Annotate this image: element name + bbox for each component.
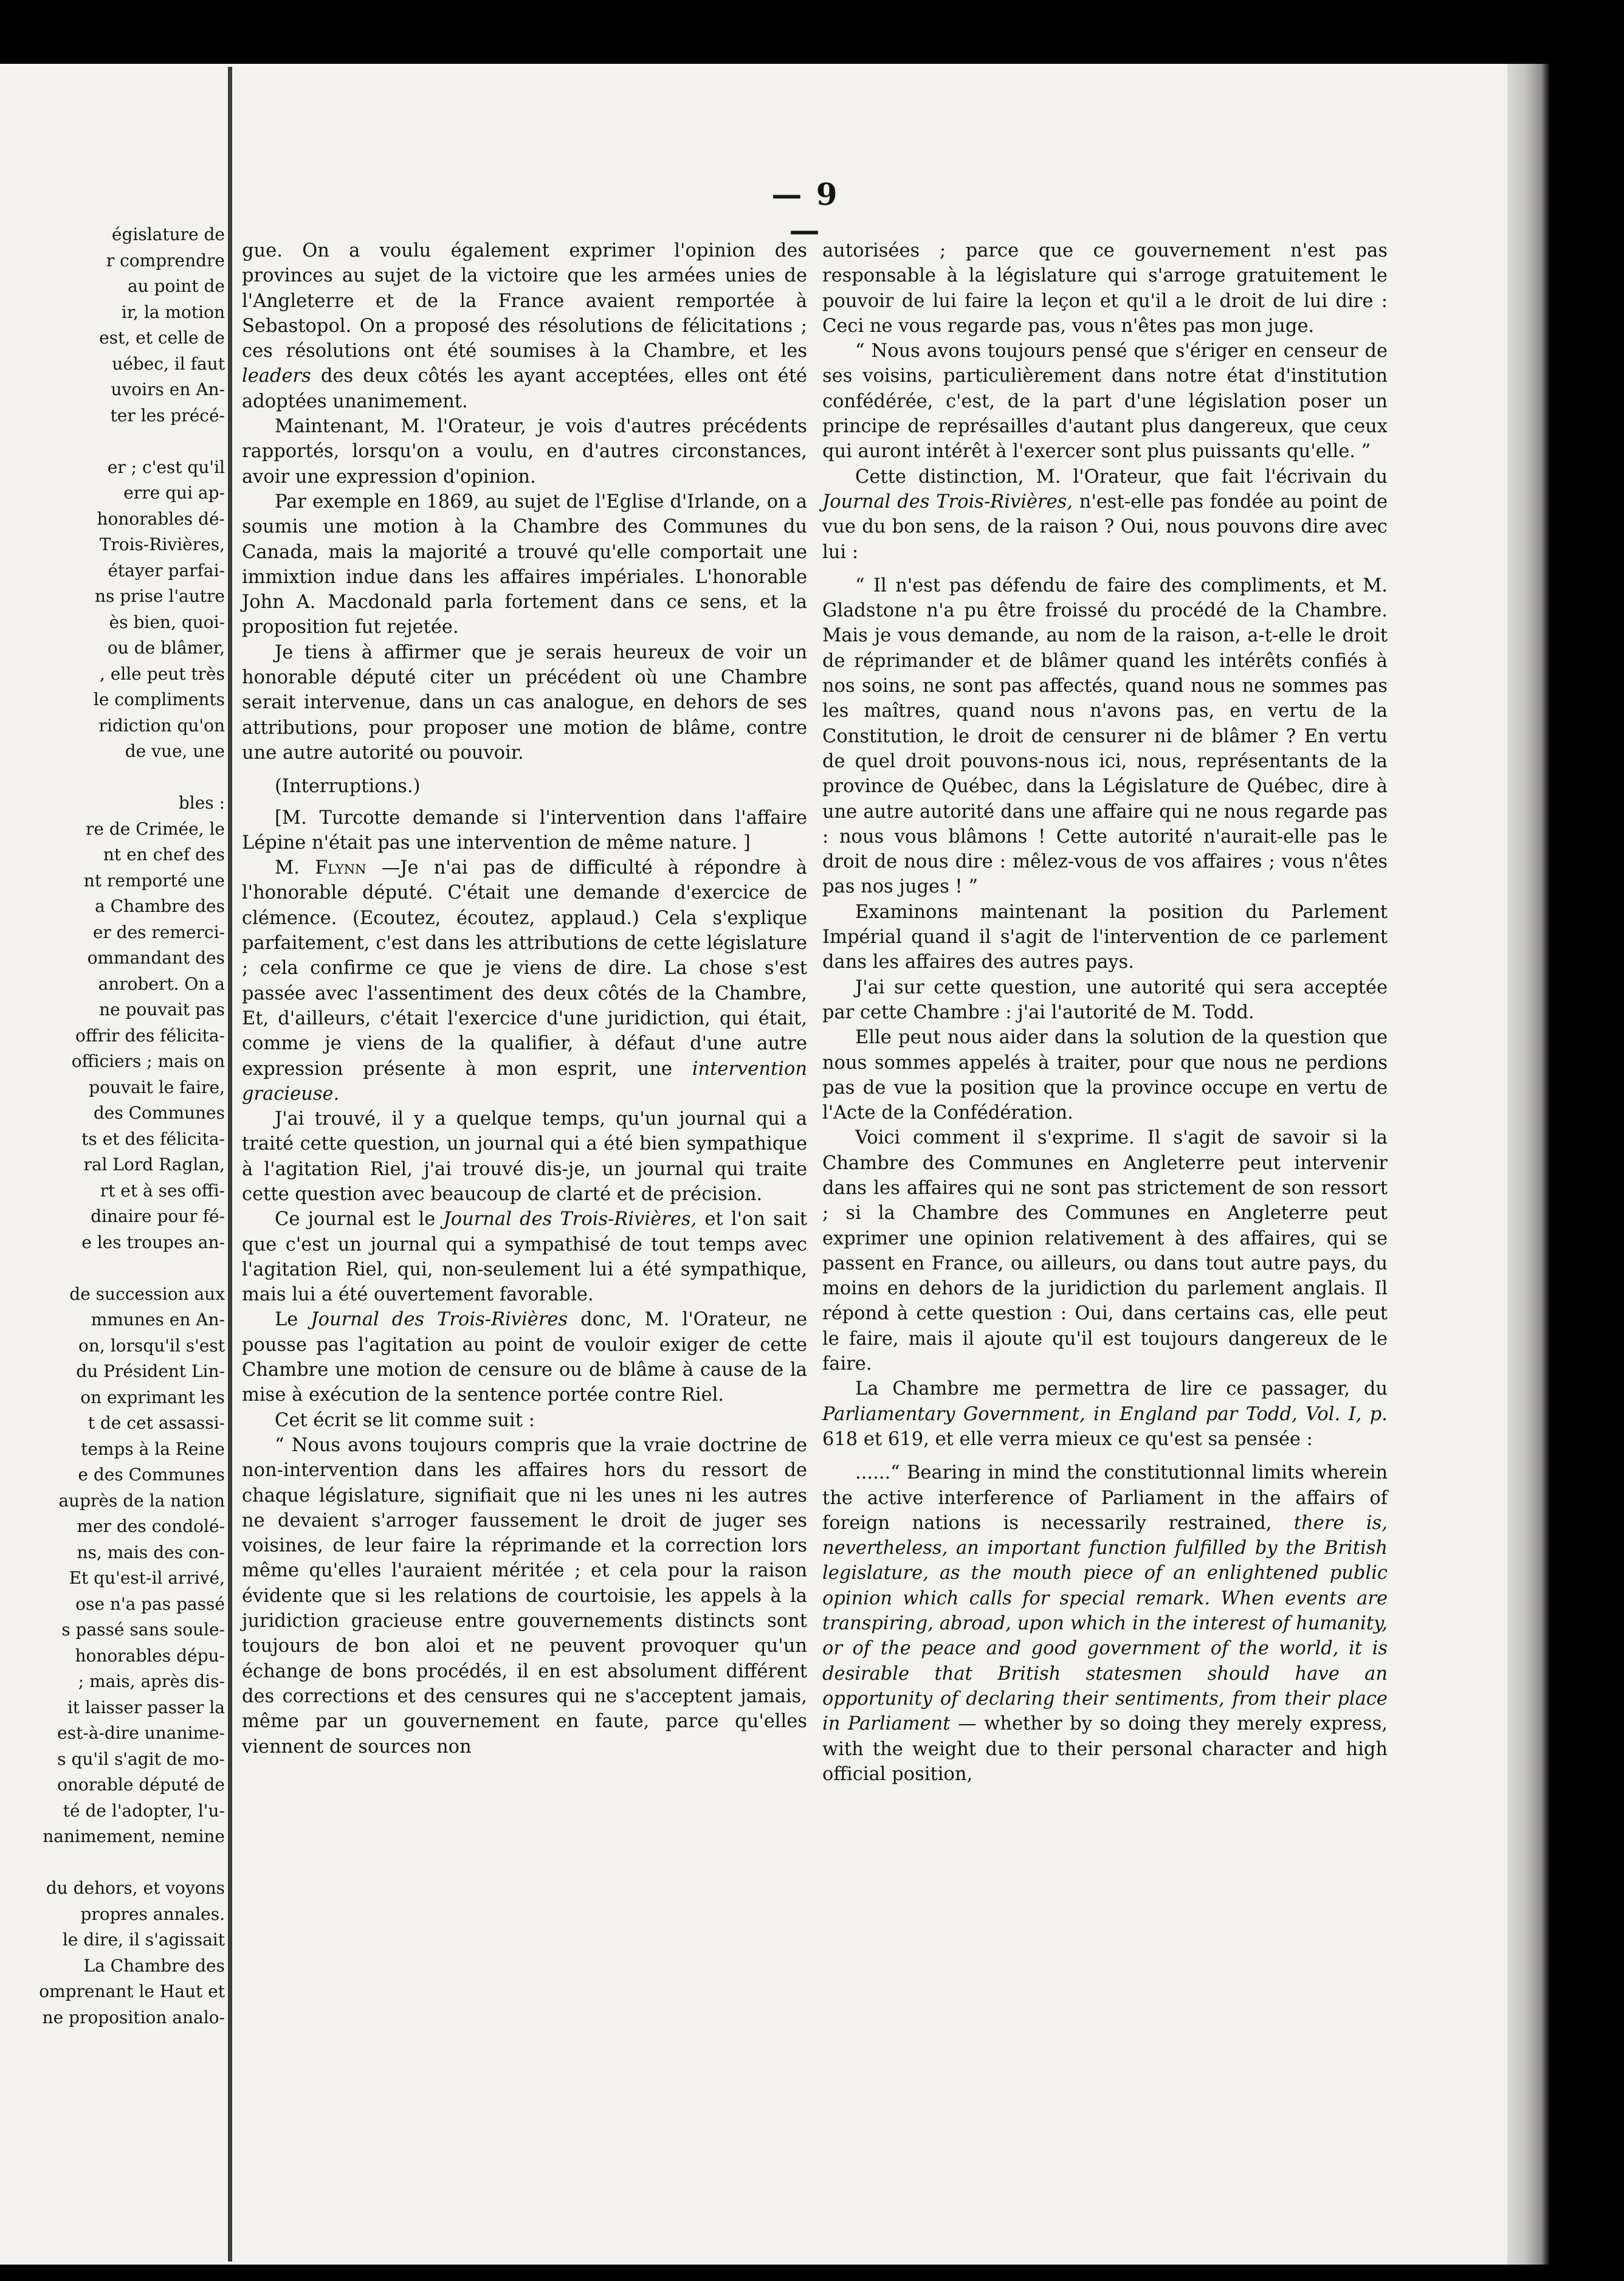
fragment-line: bles : [178, 793, 225, 813]
paragraph: Examinons maintenant la position du Parlement Impérial quand il s'agit de l'intervention de ce parlement dans les affaires des autres pays. [822, 901, 1388, 973]
fragment-line: est-à-dire unanime- [57, 1723, 225, 1743]
fragment-line: le compliments [93, 689, 225, 709]
fragment-gap [0, 1255, 225, 1282]
fragment-line: s passé sans soule- [61, 1620, 225, 1640]
fragment-line: r comprendre [106, 250, 225, 271]
fragment-line: e des Communes [78, 1465, 225, 1485]
page-number: — 9 — [771, 176, 839, 248]
quotation: “ Nous avons toujours compris que la vraie doctrine de non-intervention dans les affaires hors du ressort de chaque législature, signifiait que ni les unes ni les autres ne devaient s'arroger faussement le droit de juger ses voisines, de leur faire la réprimande et la correction lors même qu'elles l'auraient méritée ; et cela pour la raison évidente que si les relations de courtoisie, les appels à la juridiction gracieuse entre gouvernements distincts sont toujours de bon aloi et ne peuvent provoquer qu'un échange de bons procédés, il en est absolument différent des corrections et des censures qui ne s'acceptent jamais, même par un gouvernement en faute, parce qu'elles viennent de sources non [242, 1434, 807, 1758]
fragment-line: auprès de la nation [58, 1490, 225, 1511]
fragment-line: on, lorsqu'il s'est [78, 1335, 225, 1356]
fragment-line: rt et à ses offi- [100, 1180, 225, 1201]
paragraph: autorisées ; parce que ce gouvernement n'est pas responsable à la législature qui s'arroge gratuitement le pouvoir de lui faire la leçon et qu'il a le droit de lui dire : Ceci ne vous regarde pas, vous n'êtes pas mon juge. [822, 240, 1388, 337]
paragraph: M. Flynn —Je n'ai pas de difficulté à répondre à l'honorable député. C'était une demande d'exercice de clémence. (Ecoutez, écoutez, applaud.) Cela s'explique parfaitement, c'est dans les attributions de cette législature ; cela confirme ce que je viens de dire. La chose s'est passée avec l'assentiment des deux côtés de la Chambre, Et, d'ailleurs, c'était l'exercice d'une juridiction, qui était, comme je viens de la qualifier, à défaut d'une autre expression présente à mon esprit, une intervention gracieuse. [242, 857, 807, 1105]
fragment-line: nanimement, nemine [43, 1826, 225, 1846]
fragment-line: des Communes [93, 1103, 225, 1123]
fragment-line: uvoirs en An- [111, 379, 225, 399]
paragraph: Elle peut nous aider dans la solution de la question que nous sommes appelés à traiter, pour que nous ne perdions pas de vue la position que la province occupe en vertu de l'Acte de la Confédération. [822, 1027, 1388, 1124]
fragment-line: honorables dépu- [75, 1645, 225, 1666]
fragment-line: du Président Lin- [76, 1361, 225, 1381]
fragment-line: re de Crimée, le [85, 818, 225, 839]
fragment-line: onorable député de [57, 1775, 225, 1795]
column-gutter-line [228, 67, 232, 2262]
fragment-line: Trois-Rivières, [99, 534, 225, 554]
fragment-line: ; mais, après dis- [78, 1671, 225, 1691]
paragraph: Voici comment il s'exprime. Il s'agit de savoir si la Chambre des Communes en Angleterre peut intervenir dans les affaires qui ne sont pas strictement de son ressort ; si la Chambre des Communes en Angleterre peut exprimer une opinion relativement à des affaires, qui se passent en France, ou ailleurs, ou dans tout autre pays, du moins en dehors de la juridiction du parlement anglais. Il répond à cette question : Oui, dans certains cas, elle peut le faire, mais il ajoute qu'il est toujours dangereux de le faire. [822, 1127, 1388, 1375]
fragment-line: égislature de [111, 224, 225, 244]
paragraph: Ce journal est le Journal des Trois-Rivières, et l'on sait que c'est un journal qui a sympathisé de tout temps avec l'agitation Riel, qui, non-seulement lui a été sympathique, mais lui a été ouvertement favorable. [242, 1209, 807, 1306]
fragment-line: honorables dé- [97, 508, 225, 529]
fragment-gap [0, 1850, 225, 1876]
paragraph: [M. Turcotte demande si l'intervention dans l'affaire Lépine n'était pas une intervention de même nature. ] [242, 807, 807, 854]
fragment-line: est, et celle de [99, 328, 225, 348]
fragment-line: offrir des félicita- [75, 1025, 225, 1046]
interruption-note: (Interruptions.) [275, 776, 421, 798]
fragment-line: ose n'a pas passé [75, 1593, 225, 1614]
fragment-line: ne pouvait pas [99, 999, 225, 1020]
fragment-line: temps à la Reine [81, 1438, 225, 1459]
paragraph: J'ai sur cette question, une autorité qui sera acceptée par cette Chambre : j'ai l'autorité de M. Todd. [822, 976, 1388, 1023]
quotation-english: ......“ Bearing in mind the constitutionnal limits wherein the active interference of Parliament in the affairs of foreign nations is necessarily restrained, there is, nevertheless, an important function fulfilled by the British legislature, as the mouth piece of an enlightened public opinion which calls for special remark. When events are transpiring, abroad, upon which in the interest of humanity, or of the peace and good government of the world, it is desirable that British statesmen should have an opportunity of declaring their sentiments, from their place in Parliament — whether by so doing they merely express, with the weight due to their personal character and high official position, [822, 1462, 1388, 1785]
paragraph: Par exemple en 1869, au sujet de l'Eglise d'Irlande, on a soumis une motion à la Chambre des Communes du Canada, mais la majorité a trouvé qu'elle comportait une immixtion indue dans les affaires impériales. L'honorable John A. Macdonald parla fortement dans ce sens, et la proposition fut rejetée. [242, 491, 807, 638]
fragment-line: t de cet assassi- [88, 1413, 225, 1433]
fragment-line: étayer parfai- [108, 560, 225, 581]
fragment-line: pouvait le faire, [89, 1077, 225, 1097]
speaker-name: M. Flynn [275, 857, 366, 879]
fragment-line: er des remerci- [92, 922, 225, 942]
fragment-gap [0, 429, 225, 455]
fragment-line: it laisser passer la [67, 1697, 225, 1717]
fragment-line: s qu'il s'agit de mo- [57, 1748, 225, 1769]
fragment-line: nt remporté une [83, 870, 225, 891]
fragment-line: ridiction qu'on [98, 715, 225, 736]
paragraph: La Chambre me permettra de lire ce passager, du Parliamentary Government, in England par Todd, Vol. I, p. 618 et 619, et elle verra mieux ce qu'est sa pensée : [822, 1378, 1388, 1450]
fragment-line: té de l'adopter, l'u- [63, 1800, 225, 1821]
left-page-fragment-column [0, 222, 225, 2031]
fragment-line: officiers ; mais on [71, 1051, 225, 1071]
text-column-left [242, 238, 807, 1759]
fragment-line: erre qui ap- [123, 483, 225, 503]
paragraph: Maintenant, M. l'Orateur, je vois d'autres précédents rapportés, lorsqu'on a voulu, en d'autres circonstances, avoir une expression d'opinion. [242, 416, 807, 488]
paragraph: J'ai trouvé, il y a quelque temps, qu'un journal qui a traité cette question, un journal qui a été bien sympathique à l'agitation Riel, j'ai trouvé dis-je, un journal qui traite cette question avec beaucoup de clarté et de précision. [242, 1108, 807, 1205]
fragment-line: ne proposition analo- [42, 2007, 225, 2027]
fragment-line: anrobert. On a [98, 973, 225, 994]
paragraph: Cette distinction, M. l'Orateur, que fait l'écrivain du Journal des Trois-Rivières, n'est-elle pas fondée au point de vue du bon sens, de la raison ? Oui, nous pouvons dire avec lui : [822, 466, 1388, 563]
fragment-line: on exprimant les [80, 1387, 225, 1407]
fragment-line: ès bien, quoi- [109, 612, 225, 632]
fragment-line: uébec, il faut [112, 353, 225, 374]
fragment-line: de succession aux [69, 1283, 225, 1304]
paragraph: Je tiens à affirmer que je serais heureux de voir un honorable député citer un précédent où une Chambre serait intervenue, dans un cas analogue, en dehors de ses attributions, pour proposer une motion de blâme, contre une autre autorité ou pouvoir. [242, 641, 807, 764]
text-column-right [822, 238, 1388, 1787]
fragment-line: er ; c'est qu'il [107, 457, 225, 477]
fragment-line: nt en chef des [103, 844, 225, 864]
quotation: “ Il n'est pas défendu de faire des compliments, et M. Gladstone n'a pu être froissé du procédé de la Chambre. Mais je vous demande, au nom de la raison, a-t-elle le droit de réprimander et de blâmer quand les intérêts confiés à nos soins, ne sont pas affectés, quand nous ne sommes pas les maîtres, quand nous n'avons pas, en vertu de la Constitution, le droit de censurer ni de blâmer ? En vertu de quel droit pouvons-nous ici, nous, représentants de la province de Québec, dans la Législature de Québec, dire à une autre autorité dans une affaire qui ne nous regarde pas : nous vous blâmons ! Cette autorité n'aurait-elle pas le droit de nous dire : mêlez-vous de vos affaires ; vous n'êtes pas nos juges ! ” [822, 575, 1388, 898]
fragment-line: ral Lord Raglan, [83, 1154, 225, 1175]
fragment-line: a Chambre des [95, 896, 225, 916]
fragment-line: Et qu'est-il arrivé, [69, 1568, 225, 1588]
fragment-line: au point de [127, 276, 225, 296]
fragment-line: omprenant le Haut et [39, 1981, 225, 2001]
fragment-line: propres annales. [80, 1903, 225, 1924]
fragment-line: ns, mais des con- [77, 1542, 225, 1562]
fragment-line: ommandant des [87, 948, 225, 968]
page-edge-shadow [1507, 64, 1550, 2265]
fragment-line: ou de blâmer, [107, 638, 225, 658]
fragment-line: ts et des félicita- [81, 1128, 225, 1149]
fragment-line: mmunes en An- [91, 1310, 225, 1330]
fragment-line: , elle peut très [99, 663, 225, 684]
paragraph: Cet écrit se lit comme suit : [275, 1409, 535, 1431]
fragment-line: du dehors, et voyons [46, 1878, 225, 1898]
paragraph: Le Journal des Trois-Rivières donc, M. l'Orateur, ne pousse pas l'agitation au point de vouloir exiger de cette Chambre une motion de censure ou de blâme à cause de la mise à exécution de la sentence portée contre Riel. [242, 1309, 807, 1406]
quotation: “ Nous avons toujours pensé que s'ériger en censeur de ses voisins, particulièrement dans notre état d'institution confédérée, c'est, de la part d'une législation poser un principe de représailles d'autant plus dangereux, que ceux qui auront intérêt à l'exercer sont plus puissants qu'elle. ” [822, 340, 1388, 463]
fragment-line: ns prise l'autre [95, 586, 225, 606]
fragment-line: e les troupes an- [81, 1232, 225, 1252]
paragraph: gue. On a voulu également exprimer l'opinion des provinces au sujet de la victoire que les armées unies de l'Angleterre et de la France avaient remportée à Sebastopol. On a proposé des résolutions de félicitations ; ces résolutions ont été soumises à la Chambre, et les leaders des deux côtés les ayant acceptées, elles ont été adoptées unanimement. [242, 240, 807, 412]
fragment-line: de vue, une [125, 741, 225, 761]
fragment-line: La Chambre des [83, 1955, 225, 1976]
fragment-line: dinaire pour fé- [91, 1206, 225, 1226]
fragment-line: ir, la motion [121, 302, 225, 322]
fragment-line: le dire, il s'agissait [62, 1930, 225, 1950]
fragment-line: ter les précé- [110, 405, 225, 426]
fragment-line: mer des condolé- [77, 1516, 225, 1536]
fragment-gap [0, 765, 225, 791]
